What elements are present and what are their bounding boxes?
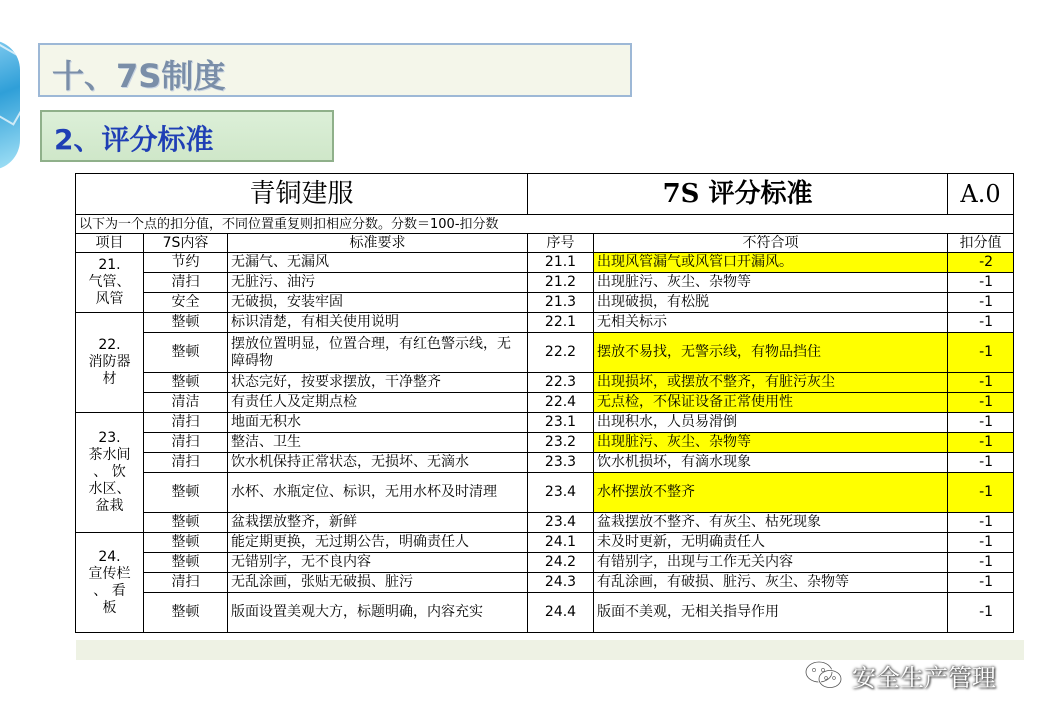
slide-title: 十、7S制度 <box>52 57 226 95</box>
table-row <box>76 373 1014 393</box>
score-cell: -1 <box>948 553 1014 573</box>
issue-cell: 出现脏污、灰尘、杂物等 <box>594 433 948 453</box>
wechat-icon <box>804 659 844 691</box>
number-cell: 24.3 <box>528 573 594 593</box>
score-cell: -1 <box>948 393 1014 413</box>
category-cell: 整顿 <box>144 533 228 553</box>
requirement-cell: 水杯、水瓶定位、标识，无用水杯及时清理 <box>228 473 528 513</box>
slide-subtitle: 2、评分标准 <box>54 123 214 156</box>
header-company: 青铜建服 <box>76 174 528 215</box>
category-cell: 整顿 <box>144 473 228 513</box>
number-cell: 23.4 <box>528 473 594 513</box>
issue-cell: 出现积水，人员易滑倒 <box>594 413 948 433</box>
col-header-number: 序号 <box>528 234 594 253</box>
slide-title-box <box>38 43 632 97</box>
requirement-cell: 标识清楚，有相关使用说明 <box>228 313 528 333</box>
number-cell: 23.3 <box>528 453 594 473</box>
issue-cell: 有乱涂画，有破损、脏污、灰尘、杂物等 <box>594 573 948 593</box>
issue-cell: 摆放不易找，无警示线，有物品挡住 <box>594 333 948 373</box>
category-cell: 清扫 <box>144 433 228 453</box>
requirement-cell: 无乱涂画，张贴无破损、脏污 <box>228 573 528 593</box>
col-header-score: 扣分值 <box>948 234 1014 253</box>
issue-cell: 无点检，不保证设备正常使用性 <box>594 393 948 413</box>
category-cell: 整顿 <box>144 333 228 373</box>
requirement-cell: 饮水机保持正常状态，无损坏、无滴水 <box>228 453 528 473</box>
table-body <box>76 253 1014 633</box>
issue-cell: 出现破损，有松脱 <box>594 293 948 313</box>
number-cell: 24.2 <box>528 553 594 573</box>
table-row <box>76 553 1014 573</box>
item-cell: 24. 宣传栏 、 看 板 <box>76 533 144 633</box>
watermark <box>804 657 996 693</box>
score-cell: -1 <box>948 433 1014 453</box>
table-row <box>76 533 1014 553</box>
number-cell: 22.1 <box>528 313 594 333</box>
watermark-text: 安全生产管理 <box>852 663 996 692</box>
item-cell: 22. 消防器 材 <box>76 313 144 413</box>
item-cell: 23. 茶水间 、 饮 水区、 盆栽 <box>76 413 144 533</box>
score-cell: -1 <box>948 273 1014 293</box>
requirement-cell: 整洁、卫生 <box>228 433 528 453</box>
table-row <box>76 473 1014 513</box>
item-cell: 21. 气管、 风管 <box>76 253 144 313</box>
col-header-requirement: 标准要求 <box>228 234 528 253</box>
table-note-row <box>76 215 1014 234</box>
number-cell: 24.1 <box>528 533 594 553</box>
score-cell: -1 <box>948 473 1014 513</box>
score-cell: -1 <box>948 413 1014 433</box>
requirement-cell: 无漏气、无漏风 <box>228 253 528 273</box>
scoring-table <box>75 173 1014 633</box>
requirement-cell: 盆栽摆放整齐，新鲜 <box>228 513 528 533</box>
category-cell: 清扫 <box>144 453 228 473</box>
score-cell: -1 <box>948 373 1014 393</box>
category-cell: 安全 <box>144 293 228 313</box>
requirement-cell: 有责任人及定期点检 <box>228 393 528 413</box>
issue-cell: 水杯摆放不整齐 <box>594 473 948 513</box>
issue-cell: 盆栽摆放不整齐、有灰尘、枯死现象 <box>594 513 948 533</box>
number-cell: 22.4 <box>528 393 594 413</box>
category-cell: 整顿 <box>144 313 228 333</box>
requirement-cell: 状态完好，按要求摆放，干净整齐 <box>228 373 528 393</box>
header-title: 7S 评分标准 <box>528 174 948 215</box>
issue-cell: 饮水机损坏，有滴水现象 <box>594 453 948 473</box>
table-row <box>76 413 1014 433</box>
table-row <box>76 433 1014 453</box>
category-cell: 清扫 <box>144 273 228 293</box>
requirement-cell: 能定期更换，无过期公告，明确责任人 <box>228 533 528 553</box>
category-cell: 清扫 <box>144 413 228 433</box>
col-header-issue: 不符合项 <box>594 234 948 253</box>
category-cell: 整顿 <box>144 373 228 393</box>
requirement-cell: 无脏污、油污 <box>228 273 528 293</box>
category-cell: 清洁 <box>144 393 228 413</box>
number-cell: 23.1 <box>528 413 594 433</box>
column-header-row <box>76 234 1014 253</box>
score-cell: -1 <box>948 533 1014 553</box>
category-cell: 整顿 <box>144 553 228 573</box>
issue-cell: 未及时更新，无明确责任人 <box>594 533 948 553</box>
score-cell: -1 <box>948 513 1014 533</box>
table-header-row <box>76 174 1014 215</box>
score-cell: -1 <box>948 313 1014 333</box>
table-row <box>76 453 1014 473</box>
score-cell: -1 <box>948 593 1014 633</box>
table-row <box>76 273 1014 293</box>
requirement-cell: 版面设置美观大方，标题明确，内容充实 <box>228 593 528 633</box>
number-cell: 22.3 <box>528 373 594 393</box>
category-cell: 清扫 <box>144 573 228 593</box>
decorative-corner-graphic <box>0 40 20 170</box>
issue-cell: 有错别字，出现与工作无关内容 <box>594 553 948 573</box>
table-note: 以下为一个点的扣分值，不同位置重复则扣相应分数。分数＝100-扣分数 <box>76 215 1014 234</box>
requirement-cell: 无破损，安装牢固 <box>228 293 528 313</box>
requirement-cell: 地面无积水 <box>228 413 528 433</box>
issue-cell: 版面不美观，无相关指导作用 <box>594 593 948 633</box>
number-cell: 21.1 <box>528 253 594 273</box>
number-cell: 21.2 <box>528 273 594 293</box>
number-cell: 22.2 <box>528 333 594 373</box>
issue-cell: 出现脏污、灰尘、杂物等 <box>594 273 948 293</box>
issue-cell: 出现风管漏气或风管口开漏风。 <box>594 253 948 273</box>
number-cell: 21.3 <box>528 293 594 313</box>
table-row <box>76 333 1014 373</box>
category-cell: 整顿 <box>144 593 228 633</box>
issue-cell: 出现损坏，或摆放不整齐，有脏污灰尘 <box>594 373 948 393</box>
score-cell: -1 <box>948 573 1014 593</box>
category-cell: 节约 <box>144 253 228 273</box>
score-cell: -1 <box>948 293 1014 313</box>
table-row <box>76 593 1014 633</box>
slide-subtitle-box <box>40 110 334 162</box>
score-cell: -1 <box>948 333 1014 373</box>
requirement-cell: 摆放位置明显，位置合理，有红色警示线，无障碍物 <box>228 333 528 373</box>
table-row <box>76 513 1014 533</box>
category-cell: 整顿 <box>144 513 228 533</box>
table-row <box>76 313 1014 333</box>
table-row <box>76 253 1014 273</box>
table-row <box>76 293 1014 313</box>
col-header-category: 7S内容 <box>144 234 228 253</box>
score-cell: -2 <box>948 253 1014 273</box>
col-header-item: 项目 <box>76 234 144 253</box>
table-row <box>76 573 1014 593</box>
issue-cell: 无相关标示 <box>594 313 948 333</box>
requirement-cell: 无错别字，无不良内容 <box>228 553 528 573</box>
number-cell: 24.4 <box>528 593 594 633</box>
number-cell: 23.2 <box>528 433 594 453</box>
table-row <box>76 393 1014 413</box>
number-cell: 23.4 <box>528 513 594 533</box>
header-version: A.0 <box>948 174 1014 215</box>
score-cell: -1 <box>948 453 1014 473</box>
